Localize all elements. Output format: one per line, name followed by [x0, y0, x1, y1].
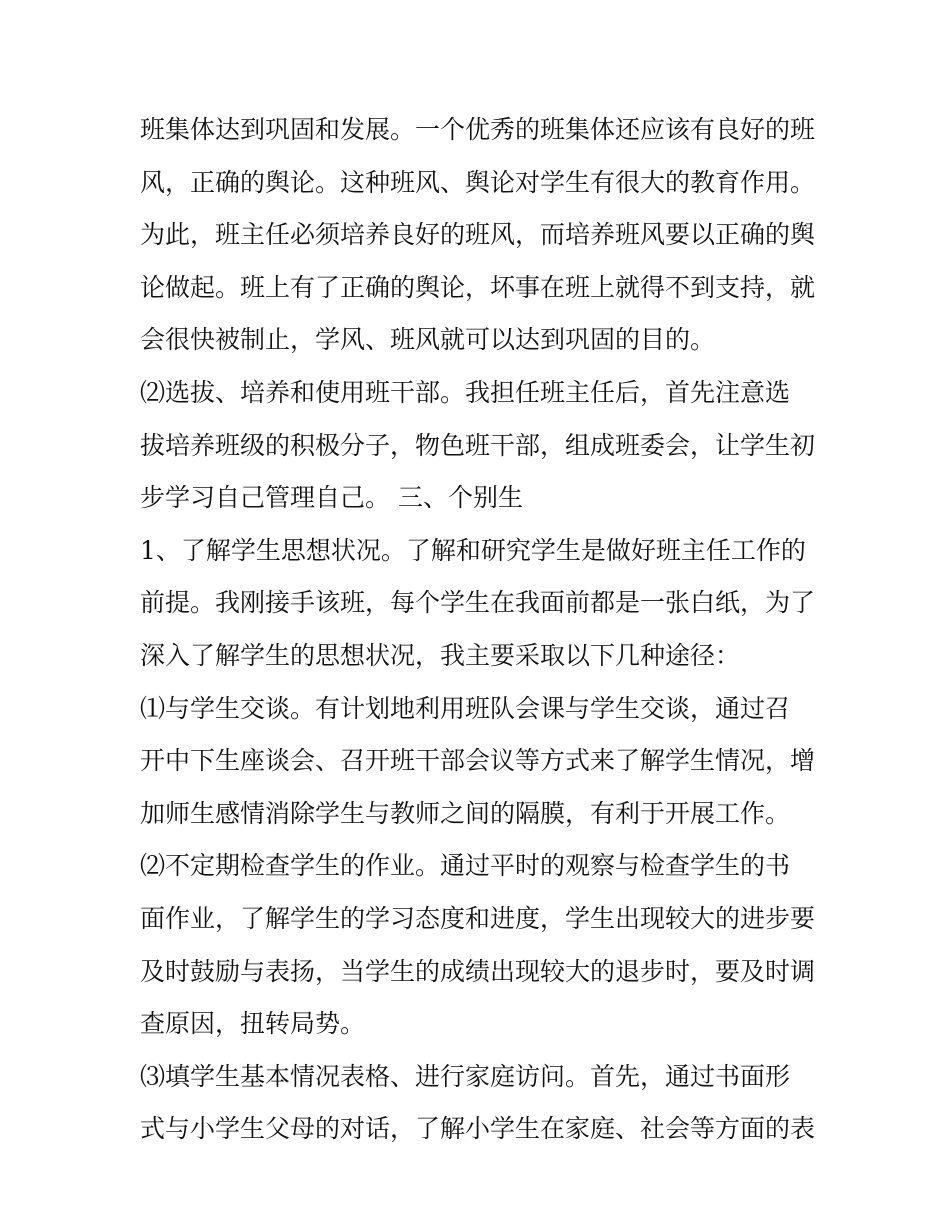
- text-line: 步学习自己管理自己。 三、个别生: [140, 483, 523, 513]
- text-line: ⑵不定期检查学生的作业。通过平时的观察与检查学生的书: [140, 851, 791, 881]
- text-line: 前提。我刚接手该班，每个学生在我面前都是一张白纸，为了: [140, 588, 816, 618]
- text-line: 面作业，了解学生的学习态度和进度，学生出现较大的进步要: [140, 903, 816, 933]
- document-body: [140, 104, 820, 1156]
- text-line: 为此，班主任必须培养良好的班风，而培养班风要以正确的舆: [140, 220, 816, 250]
- text-line: ⑶填学生基本情况表格、进行家庭访问。首先，通过书面形: [140, 1061, 791, 1091]
- text-line: 论做起。班上有了正确的舆论，坏事在班上就得不到支持，就: [140, 272, 816, 302]
- text-line: ⑵选拔、培养和使用班干部。我担任班主任后，首先注意选: [140, 377, 791, 407]
- text-line: 风，正确的舆论。这种班风、舆论对学生有很大的教育作用。: [140, 167, 816, 197]
- text-line: 加师生感情消除学生与教师之间的隔膜，有利于开展工作。: [140, 798, 791, 828]
- text-line: 及时鼓励与表扬，当学生的成绩出现较大的退步时，要及时调: [140, 956, 816, 986]
- text-line: 会很快被制止，学风、班风就可以达到巩固的目的。: [140, 325, 716, 355]
- text-line: 拔培养班级的积极分子，物色班干部，组成班委会，让学生初: [140, 430, 816, 460]
- text-line: 深入了解学生的思想状况，我主要采取以下几种途径：: [140, 640, 741, 670]
- text-line: 查原因，扭转局势。: [140, 1009, 366, 1039]
- text-line: 1、了解学生思想状况。了解和研究学生是做好班主任工作的: [140, 535, 806, 565]
- text-line: 班集体达到巩固和发展。一个优秀的班集体还应该有良好的班: [140, 115, 816, 144]
- text-line: ⑴与学生交谈。有计划地利用班队会课与学生交谈，通过召: [140, 693, 791, 723]
- text-line: 开中下生座谈会、召开班干部会议等方式来了解学生情况，增: [140, 746, 816, 776]
- text-line: 式与小学生父母的对话，了解小学生在家庭、社会等方面的表: [140, 1114, 816, 1144]
